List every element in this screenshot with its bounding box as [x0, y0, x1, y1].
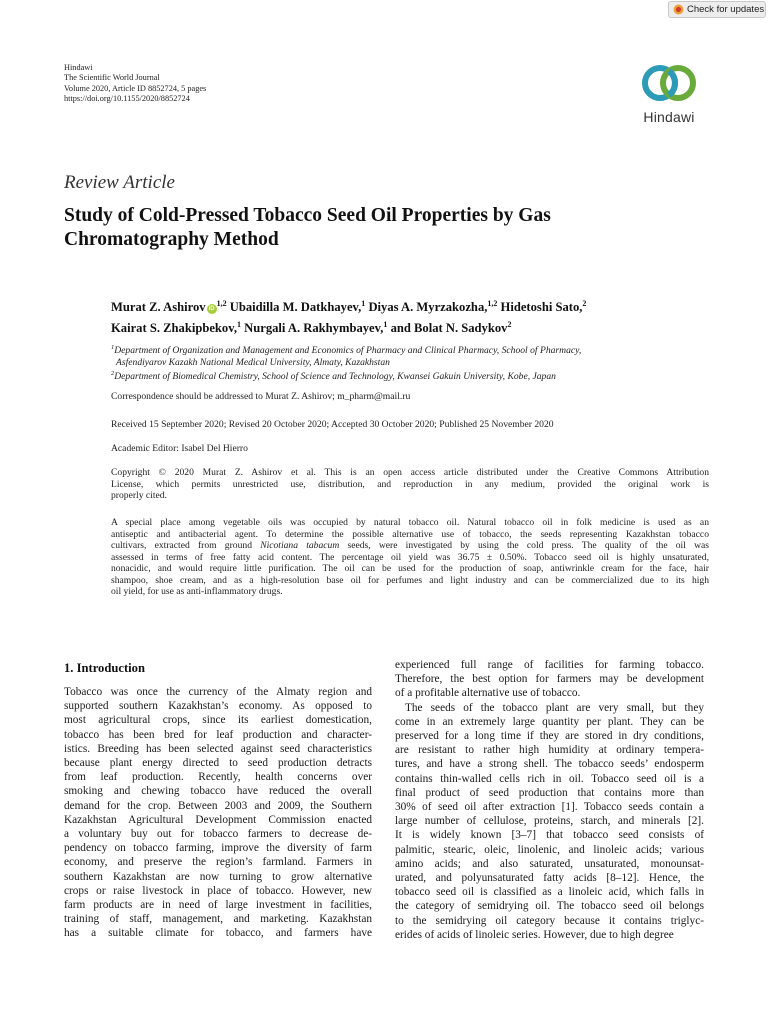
copyright-line: Copyright © 2020 Murat Z. Ashirov et al. This is an open access article distributed under the Creative Commons Attribution: [111, 467, 709, 478]
academic-editor: Academic Editor: Isabel Del Hierro: [111, 443, 248, 454]
text-line: It is widely known [3–7] that tobacco seed consists of: [395, 829, 704, 842]
text-line: pendency on tobacco farming, improve the diversity of farm: [64, 842, 372, 855]
text-line: tures, and have a strong shell. The tobacco seeds’ endosperm: [395, 758, 704, 771]
text-line: from leaf production. Recently, health concerns over: [64, 771, 372, 784]
text-line: farm products are in need of large investment in facilities,: [64, 899, 372, 912]
text-line: demand for the crop. Between 2003 and 2009, the Southern: [64, 799, 372, 812]
species-name: Nicotiana tabacum: [260, 540, 340, 551]
text-line: contains thin-walled cells rich in oil. Tobacco seed oil is a: [395, 772, 704, 785]
check-for-updates-button[interactable]: [668, 1, 766, 18]
text-line: Therefore, the best option for farmers may be development: [395, 673, 704, 686]
text-line: The seeds of the tobacco plant are very small, but they: [405, 701, 704, 714]
affiliations: [111, 342, 711, 383]
author-affil-sup: 2: [507, 320, 512, 330]
body-column-right: [395, 658, 704, 942]
article-title: [64, 204, 704, 252]
text-line: tobacco seed oil is classified as a linoleic acid, which falls in: [395, 886, 704, 899]
affil-sup: 2: [111, 370, 115, 378]
check-for-updates-label: Check for updates: [687, 4, 765, 15]
abstract-line: A special place among vegetable oils was occupied by natural tobacco oil. Natural tobacco oil in folk medicine is used as an: [111, 517, 709, 528]
intro-paragraph-1: [64, 685, 372, 941]
intro-paragraph-1-cont: [395, 658, 704, 701]
text-line: training of staff, management, and marketing. Kazakhstan: [64, 913, 372, 926]
correspondence: Correspondence should be addressed to Murat Z. Ashirov; m_pharm@mail.ru: [111, 391, 411, 402]
abstract-line: antiseptic and antibacterial agent. To determine the possible alternative use of tobacco, the seeds representing Kazakhstan tobacco: [111, 528, 709, 540]
text-line: most agricultural crops, since its earliest domestication,: [64, 714, 372, 727]
copyright-line: License, which permits unrestricted use, distribution, and reproduction in any medium, provided the original work is: [111, 478, 709, 490]
text-line: Tobacco was once the currency of the Almaty region and: [64, 686, 372, 698]
text-line: to the semidrying oil category because it contains triglyc-: [395, 914, 704, 927]
author-name[interactable]: Kairat S. Zhakipbekov,: [111, 321, 237, 336]
text-line: erides of acids of linoleic series. However, due to high degree: [395, 928, 674, 941]
author-line-1: [111, 295, 711, 316]
body-column-left: [64, 658, 372, 941]
author-affil-sup: 1,2: [487, 299, 498, 308]
text-line: Kazakhstan Agricultural Development Commission enacted: [64, 813, 372, 826]
abstract-line: oil yield, for use as anti-inflammatory drugs.: [111, 586, 283, 597]
text-line: smoking and chewing tobacco have reduced the overall: [64, 785, 372, 798]
author-name[interactable]: Murat Z. Ashirov: [111, 300, 206, 315]
publisher-name: Hindawi: [64, 63, 93, 72]
affil-text: Department of Organization and Management and Economics of Pharmacy and Clinical Pharmacy, School of Pharmacy,: [114, 345, 582, 357]
doi-link[interactable]: https://doi.org/10.1155/2020/8852724: [64, 94, 190, 104]
hindawi-logo: [631, 59, 707, 135]
abstract-line: [111, 540, 709, 552]
author-affil-sup: 1: [236, 320, 241, 330]
journal-name: The Scientific World Journal: [64, 73, 160, 83]
text-line: experienced full range of facilities for farming tobacco.: [395, 659, 704, 671]
copyright-line: properly cited.: [111, 490, 167, 501]
text-line: crops or raise livestock in place of tobacco. However, new: [64, 884, 372, 897]
text-line: istics. Breeding has been selected against seed characteristics: [64, 742, 372, 755]
update-icon: [673, 4, 684, 15]
journal-meta: [64, 63, 206, 105]
title-line: Study of Cold-Pressed Tobacco Seed Oil Properties by Gas: [64, 205, 551, 226]
text-line: the category of semidrying oil. The tobacco seed oil belongs: [395, 900, 704, 913]
text-line: 30% of seed oil after extraction [1]. Tobacco seeds contain a: [395, 801, 704, 814]
affiliation-2: [111, 368, 711, 383]
author-affil-sup: 1,2: [216, 299, 227, 308]
text-line: economy, and preserve the region’s farmland. Farmers in: [64, 856, 372, 869]
text-line: palmitic, stearic, oleic, linolenic, and linoleic acids; various: [395, 843, 704, 856]
author-name[interactable]: Ubaidilla M. Datkhayev,: [229, 300, 362, 315]
text-line: preserved for a long time if they are stored in dry conditions,: [395, 730, 704, 743]
text-line: supported southern Kazakhstan’s economy. As opposed to: [64, 700, 372, 713]
volume-info: Volume 2020, Article ID 8852724, 5 pages: [64, 83, 207, 93]
author-list: [111, 295, 711, 337]
author-name[interactable]: Nurgali A. Rakhymbayev,: [244, 321, 384, 336]
text-line: southern Kazakhstan are now turning to grow alternative: [64, 870, 372, 883]
author-affil-sup: 2: [582, 299, 587, 308]
abstract-line: shampoo, shoe cream, and as a high-resolution base oil for perfumes and light industry and can be commercialized due to its high: [111, 574, 709, 586]
author-affil-sup: 1: [383, 320, 388, 330]
title-line: Chromatography Method: [64, 229, 279, 250]
abstract-text: cultivars, extracted from ground: [111, 540, 261, 551]
text-line: urated, and polyunsaturated fatty acids [8–12]. Hence, the: [395, 872, 704, 885]
text-line: a voluntary buy out for tobacco farmers to decrease de-: [64, 828, 372, 841]
affil-sup: 1: [111, 344, 115, 351]
text-line: has a suitable climate for tobacco, and farmers have: [64, 927, 372, 940]
section-heading: 1. Introduction: [64, 661, 145, 675]
author-line-2: [111, 316, 711, 337]
text-line: of a profitable alternative use of tobacco.: [395, 687, 581, 700]
hindawi-logo-icon: [638, 59, 700, 107]
author-affil-sup: 1: [361, 299, 366, 308]
hindawi-logo-word: Hindawi: [643, 109, 695, 125]
affiliation-1-cont: Asfendiyarov Kazakh National Medical University, Almaty, Kazakhstan: [116, 356, 390, 368]
text-line: are resistant to rather high humidity at ordinary tempera-: [395, 744, 704, 757]
text-line: amino acids; and also saturated, unsaturated, monounsat-: [395, 857, 704, 870]
text-line: come in an extremely large quantity per plant. They can be: [395, 715, 704, 728]
orcid-icon[interactable]: iD: [208, 306, 215, 313]
affil-text: Department of Biomedical Chemistry, School of Science and Technology, Kwansei Gakuin University, Kobe, Japan: [114, 371, 556, 383]
text-line: because plant energy directed to seed production detracts: [64, 757, 372, 770]
copyright-notice: [111, 467, 709, 502]
text-line: tobacco has been bred for leaf production and character-: [64, 728, 372, 741]
abstract-text: seeds, were investigated by using the cold press. The quality of the oil was: [339, 540, 710, 551]
article-type: Review Article: [64, 172, 175, 193]
intro-paragraph-2: [395, 701, 704, 942]
text-line: final product of seed production that contains more than: [395, 786, 704, 799]
abstract-line: nonacidic, and would require little purification. The oil can be used for the production of soap, antiwrinkle cream for the face, hair: [111, 563, 709, 574]
affiliation-1: [111, 342, 711, 357]
author-name[interactable]: Diyas A. Myrzakozha,: [368, 300, 488, 315]
publication-dates: Received 15 September 2020; Revised 20 October 2020; Accepted 30 October 2020; Published 25 November 2020: [111, 419, 554, 430]
abstract-line: assessed in terms of free fatty acid content. The percentage oil yield was 36.75 ± 0.50%. Tobacco seed oil is highly unsaturated,: [111, 551, 709, 563]
text-line: large number of cellulose, proteins, starch, and minerals [2].: [395, 815, 704, 828]
author-name[interactable]: Hidetoshi Sato,: [500, 300, 583, 315]
author-name[interactable]: and Bolat N. Sadykov: [390, 321, 508, 336]
abstract: [111, 517, 709, 598]
